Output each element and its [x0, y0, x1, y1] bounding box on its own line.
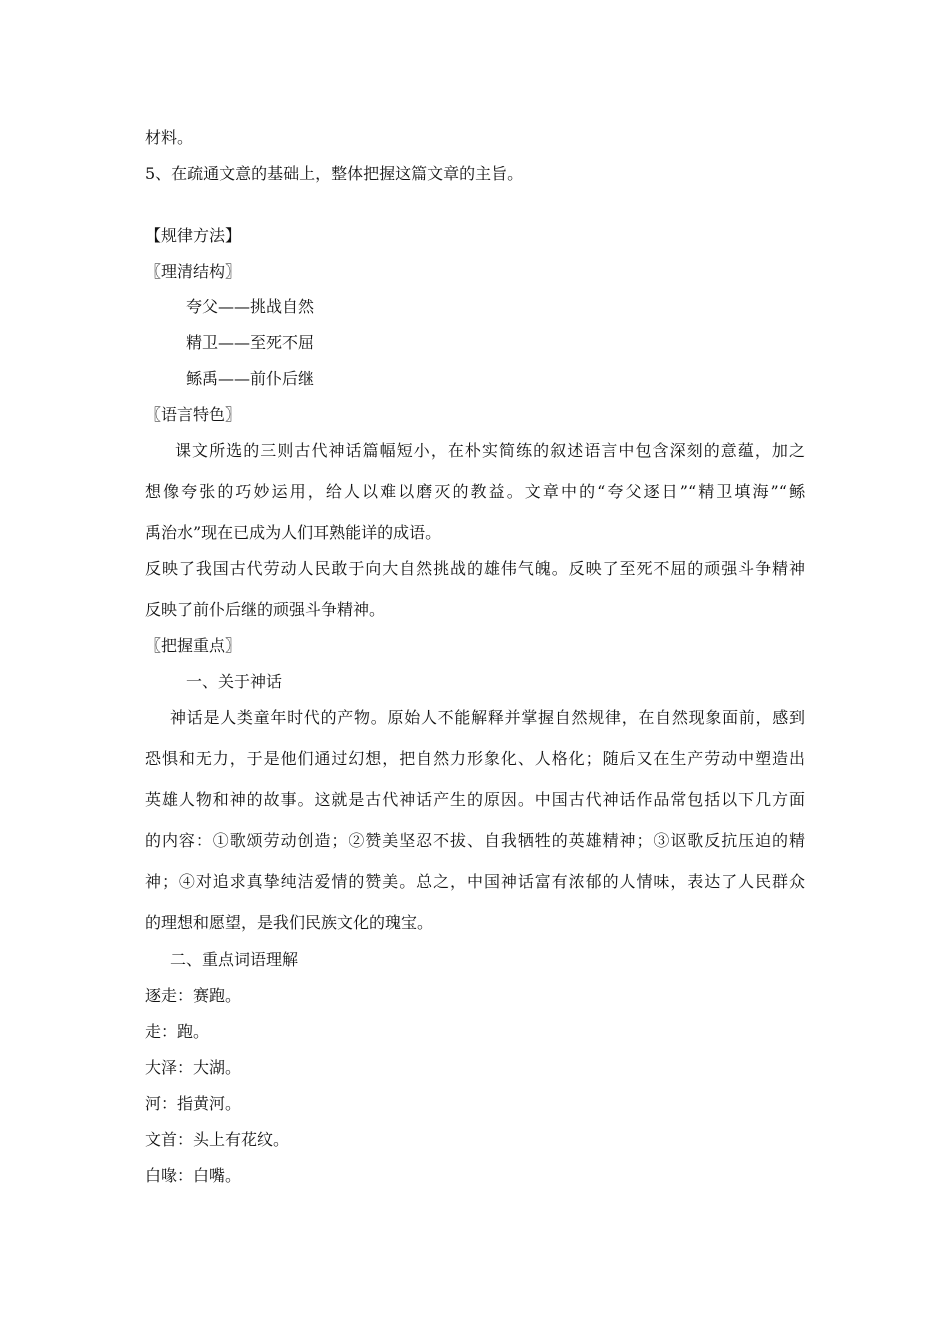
vocab-entry: 大泽：大湖。 [145, 1058, 242, 1077]
paragraph-myth-line-4: 的内容：①歌颂劳动创造；②赞美坚忍不拔、自我牺牲的英雄精神；③讴歌反抗压迫的精 [145, 831, 805, 850]
structure-item-kuafu: 夸父——挑战自然 [186, 297, 315, 316]
paragraph-language-line-3: 禹治水”现在已成为人们耳熟能详的成语。 [145, 523, 442, 542]
structure-item-jingwei: 精卫——至死不屈 [186, 333, 315, 352]
structure-item-gunyu: 鲧禹——前仆后继 [186, 369, 315, 388]
point-heading-vocabulary: 二、重点词语理解 [170, 950, 299, 969]
paragraph-myth-line-6: 的理想和愿望，是我们民族文化的瑰宝。 [145, 913, 434, 932]
task-item-5: 5、在疏通文意的基础上，整体把握这篇文章的主旨。 [145, 164, 524, 183]
subheading-structure: 〖理清结构〗 [145, 262, 242, 281]
subheading-key-points: 〖把握重点〗 [145, 636, 242, 655]
vocab-entry: 走：跑。 [145, 1022, 210, 1041]
paragraph-language-line-2: 想像夸张的巧妙运用，给人以难以磨灭的教益。文章中的“夸父逐日”“精卫填海”“鲧 [145, 482, 805, 501]
text-line-continuation: 材料。 [145, 128, 194, 147]
paragraph-theme-line-1: 反映了我国古代劳动人民敢于向大自然挑战的雄伟气魄。反映了至死不屈的顽强斗争精神 [145, 559, 805, 578]
vocab-entry: 河：指黄河。 [145, 1094, 242, 1113]
vocab-entry: 文首：头上有花纹。 [145, 1130, 290, 1149]
paragraph-myth-line-3: 英雄人物和神的故事。这就是古代神话产生的原因。中国古代神话作品常包括以下几方面 [145, 790, 805, 809]
point-heading-myth: 一、关于神话 [186, 672, 283, 691]
paragraph-theme-line-2: 反映了前仆后继的顽强斗争精神。 [145, 600, 386, 619]
subheading-language: 〖语言特色〗 [145, 405, 242, 424]
paragraph-myth-line-5: 神；④对追求真挚纯洁爱情的赞美。总之，中国神话富有浓郁的人情味，表达了人民群众 [145, 872, 805, 891]
vocab-entry: 白喙：白嘴。 [145, 1166, 242, 1185]
paragraph-myth-line-2: 恐惧和无力，于是他们通过幻想，把自然力形象化、人格化；随后又在生产劳动中塑造出 [145, 749, 805, 768]
vocab-entry: 逐走：赛跑。 [145, 986, 242, 1005]
section-heading-methods: 【规律方法】 [145, 226, 242, 245]
paragraph-language-line-1: 课文所选的三则古代神话篇幅短小，在朴实简练的叙述语言中包含深刻的意蕴，加之 [175, 441, 805, 460]
paragraph-myth-line-1: 神话是人类童年时代的产物。原始人不能解释并掌握自然规律，在自然现象面前，感到 [170, 708, 805, 727]
